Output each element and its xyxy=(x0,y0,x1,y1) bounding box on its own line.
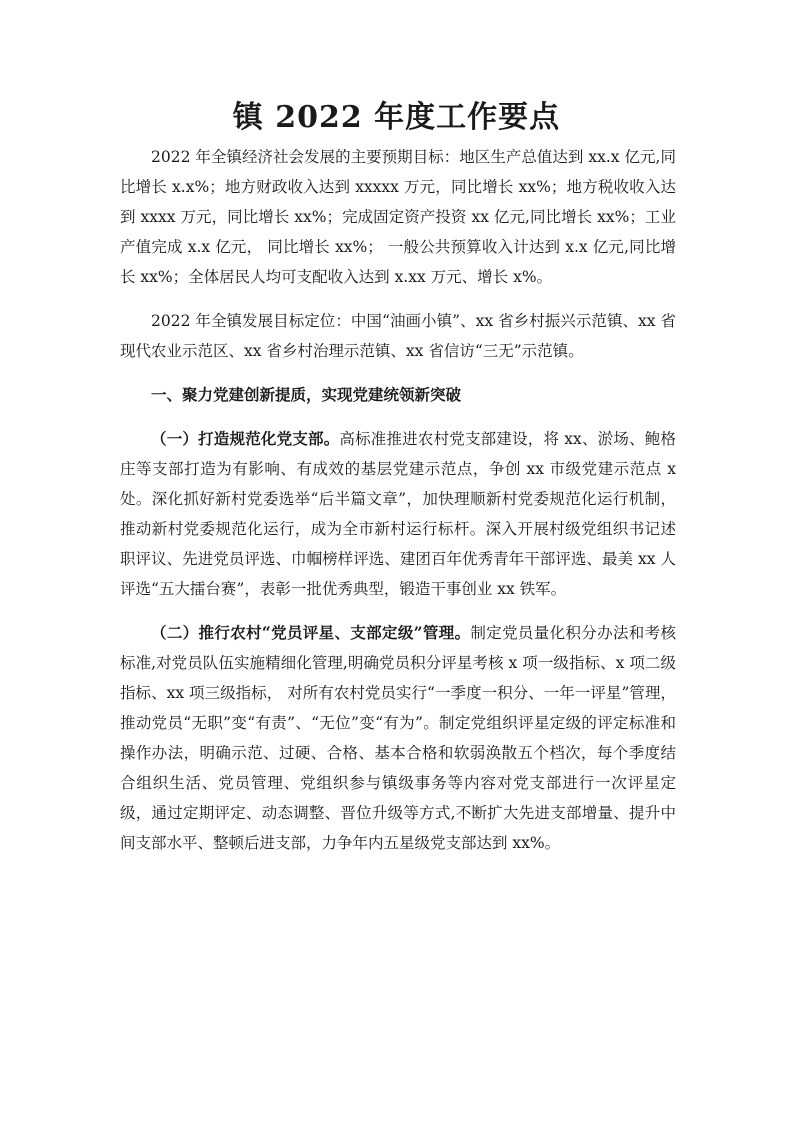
page-title: 镇 2022 年度工作要点 xyxy=(232,100,561,135)
paragraph-text: 高标准推进农村党支部建设，将 xx、淤场、鲍格庄等支部打造为有影响、有成效的基层党建示范点，争创 xx 市级党建示范点 x 处。深化抓好新村党委选举“后半篇文章”，加快理顺新村党委规范化运行机制，推动新村党委规范化运行，成为全市新村运行标杆。深入开展村级党组织书记述职评议、先进党员评选、巾帼榜样评选、建团百年优秀青年干部评选、最美 xx 人评选“五大擂台赛”，表彰一批优秀典型，锻造干事创业 xx 铁军。 xyxy=(120,430,676,598)
section-heading: 一、聚力党建创新提质，实现党建统领新突破 xyxy=(151,385,462,404)
paragraph-star-rating xyxy=(120,618,676,858)
paragraph-lead: （二）推行农村“党员评星、支部定级”管理。 xyxy=(151,623,471,642)
paragraph-development-positioning xyxy=(120,306,676,366)
paragraph-economic-targets xyxy=(120,142,676,292)
paragraph-text: 2022 年全镇经济社会发展的主要预期目标：地区生产总值达到 xx.x 亿元,同比增长 x.x%；地方财政收入达到 xxxxx 万元，同比增长 xx%；地方税收收入达到 xxxx 万元，同比增长 xx%；完成固定资产投资 xx 亿元,同比增长 xx%；工业产值完成 x.x 亿元， 同比增长 xx%； 一般公共预算收入计达到 x.x 亿元,同比增长 xx%；全体居民人均可支配收入达到 x.xx 万元、增长 x%。 xyxy=(120,148,676,286)
paragraph-party-branch xyxy=(120,424,676,604)
paragraph-lead: （一）打造规范化党支部。 xyxy=(151,429,340,448)
document-body xyxy=(120,142,676,872)
paragraph-text: 制定党员量化积分办法和考核标准,对党员队伍实施精细化管理,明确党员积分评星考核 x 项一级指标、x 项二级指标、xx 项三级指标， 对所有农村党员实行“一季度一积分、一年一评星”管理，推动党员“无职”变“有责”、“无位”变“有为”。制定党组织评星定级的评定标准和操作办法，明确示范、过硬、合格、基本合格和软弱涣散五个档次，每个季度结合组织生活、党员管理、党组织参与镇级事务等内容对党支部进行一次评星定级，通过定期评定、动态调整、晋位升级等方式,不断扩大先进支部增量、提升中间支部水平、整顿后进支部，力争年内五星级党支部达到 xx%。 xyxy=(120,624,676,852)
paragraph-text: 2022 年全镇发展目标定位：中国“油画小镇”、xx 省乡村振兴示范镇、xx 省现代农业示范区、xx 省乡村治理示范镇、xx 省信访“三无”示范镇。 xyxy=(120,312,676,360)
